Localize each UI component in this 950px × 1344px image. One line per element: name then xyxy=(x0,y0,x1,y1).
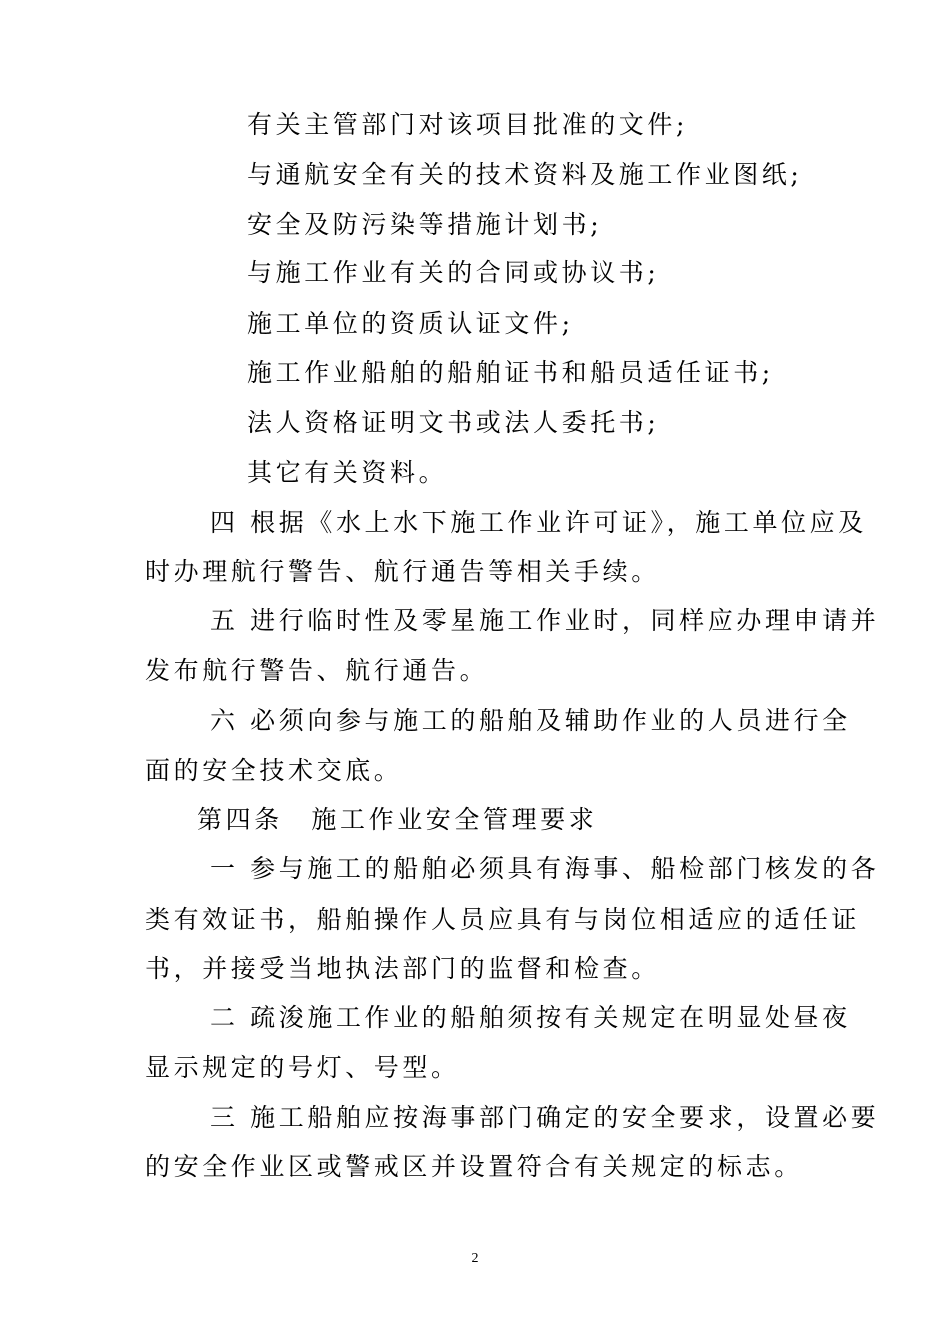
paragraph-item-4-line-2: 时办理航行警告、航行通告等相关手续。 xyxy=(145,557,660,586)
article-4-item-2-line-1: 二 疏浚施工作业的船舶须按有关规定在明显处昼夜 xyxy=(210,1003,851,1032)
article-4-item-3-line-2: 的安全作业区或警戒区并设置符合有关规定的标志。 xyxy=(145,1152,803,1181)
article-4-item-1-line-2: 类有效证书，船舶操作人员应具有与岗位相适应的适任证 xyxy=(145,905,861,934)
article-4-item-1-line-1: 一 参与施工的船舶必须具有海事、船检部门核发的各 xyxy=(210,854,880,883)
list-item: 施工单位的资质认证文件; xyxy=(247,309,574,338)
article-4-heading: 第四条 施工作业安全管理要求 xyxy=(197,805,598,834)
article-4-item-2-line-2: 显示规定的号灯、号型。 xyxy=(145,1053,460,1082)
paragraph-item-5-line-1: 五 进行临时性及零星施工作业时，同样应办理申请并 xyxy=(210,606,880,635)
list-item: 其它有关资料。 xyxy=(247,458,448,487)
article-4-item-3-line-1: 三 施工船舶应按海事部门确定的安全要求，设置必要 xyxy=(210,1103,880,1132)
list-item: 有关主管部门对该项目批准的文件; xyxy=(247,110,689,139)
paragraph-item-4-line-1: 四 根据《水上水下施工作业许可证》，施工单位应及 xyxy=(210,508,867,537)
list-item: 法人资格证明文书或法人委托书; xyxy=(247,408,660,437)
list-item: 与通航安全有关的技术资料及施工作业图纸; xyxy=(247,160,803,189)
list-item: 安全及防污染等措施计划书; xyxy=(247,210,603,239)
page-number: 2 xyxy=(471,1251,479,1266)
list-item: 与施工作业有关的合同或协议书; xyxy=(247,258,660,287)
paragraph-item-6-line-1: 六 必须向参与施工的船舶及辅助作业的人员进行全 xyxy=(210,706,851,735)
article-4-item-1-line-3: 书，并接受当地执法部门的监督和检查。 xyxy=(145,954,660,983)
paragraph-item-6-line-2: 面的安全技术交底。 xyxy=(145,756,403,785)
list-item: 施工作业船舶的船舶证书和船员适任证书; xyxy=(247,358,774,387)
paragraph-item-5-line-2: 发布航行警告、航行通告。 xyxy=(145,656,489,685)
